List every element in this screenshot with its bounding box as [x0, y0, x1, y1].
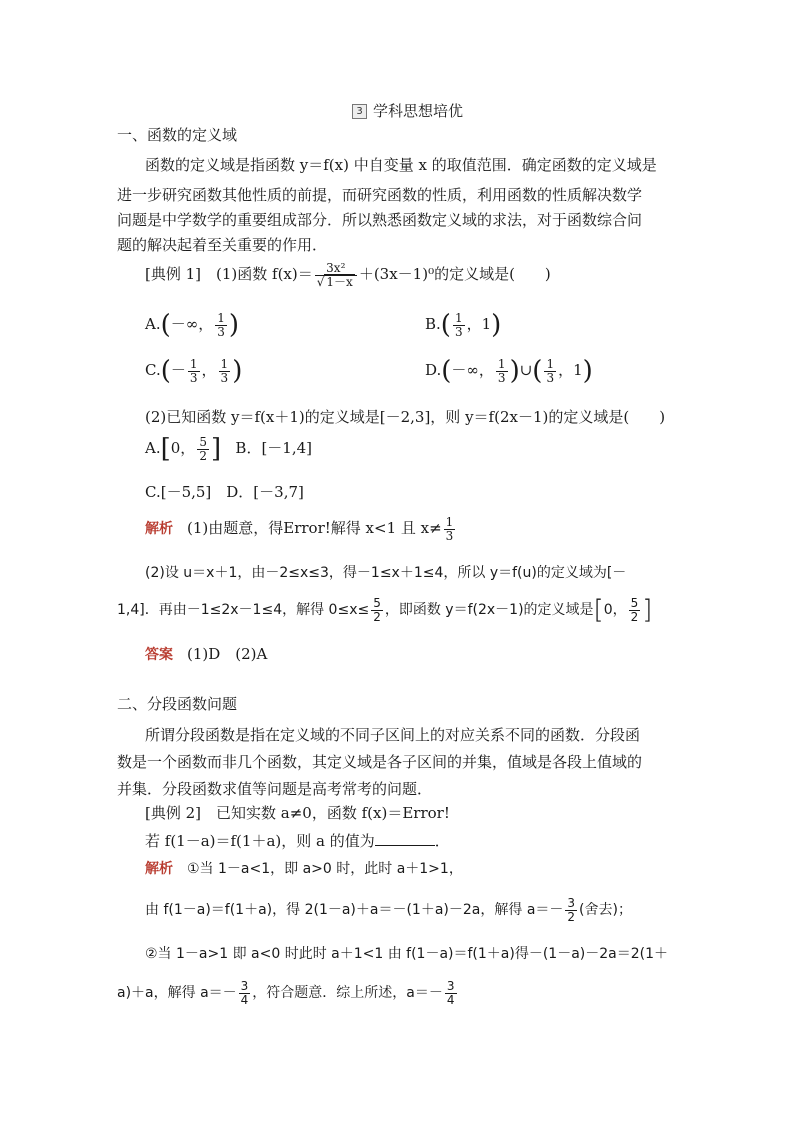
- paragraph-line: 函数的定义域是指函数 y＝f(x) 中自变量 x 的取值范围．确定函数的定义域是: [145, 156, 657, 174]
- answer-blank: [375, 833, 435, 846]
- section-title: [352, 100, 463, 121]
- solution-1: 解析 (1)由题意，得Error!解得 x<1 且 x≠ $\frac{1}{3}$: [145, 515, 454, 543]
- paragraph-line: 题的解决起着至关重要的作用．: [117, 236, 328, 254]
- option-d: D.(－∞， $\frac{1}{3}$ )∪( $\frac{1}{3}$ ，1): [425, 356, 593, 387]
- q2-option-cd: C.[－5,5] D．[－3,7]: [145, 483, 304, 501]
- paragraph-line: 所谓分段函数是指在定义域的不同子区间上的对应关系不同的函数．分段函: [145, 726, 641, 744]
- paragraph-line: 并集．分段函数求值等问题是高考常考的问题．: [117, 780, 433, 798]
- example-2: [典例 2] 已知实数 a≠0，函数 f(x)＝Error!: [145, 804, 450, 822]
- answer-1: 答案 (1)D (2)A: [145, 645, 268, 663]
- solution-2-4: a)＋a，解得 a＝－ $\frac{3}{4}$ ，符合题意．综上所述，a＝－ $\frac{3}{4}$: [117, 979, 455, 1007]
- paragraph-line: 进一步研究函数其他性质的前提，而研究函数的性质，利用函数的性质解决数学: [117, 186, 643, 204]
- section-number-icon: 3: [352, 104, 367, 119]
- option-b: B.( $\frac{1}{3}$ ，1): [425, 310, 502, 341]
- option-a: A.(－∞， $\frac{1}{3}$ ): [145, 310, 240, 341]
- solution-2-1: 解析 ①当 1－a<1，即 a>0 时，此时 a＋1>1，: [145, 861, 463, 877]
- example-1-question: [典例 1] (1)函数 f(x)＝ $\frac{\text{3x²}}{√ 1-x}$ ＋(3x－1)⁰的定义域是( ): [145, 261, 551, 289]
- heading-2: 二、分段函数问题: [117, 695, 238, 713]
- section-title-text: 学科思想培优: [373, 102, 464, 120]
- paragraph-line: 问题是中学数学的重要组成部分．所以熟悉函数定义域的求法，对于函数综合问: [117, 211, 643, 229]
- solution-label: 解析: [145, 521, 173, 538]
- solution-2-line2: 1,4]．再由－1≤2x－1≤4，解得 0≤x≤ $\frac{5}{2}$ ，即函数 y＝f(2x－1)的定义域是[0， $\frac{5}{2}$ ]: [117, 595, 653, 626]
- paragraph-line: 数是一个函数而非几个函数，其定义域是各子区间的并集，值域是各段上值域的: [117, 753, 643, 771]
- heading-1: 一、函数的定义域: [117, 126, 238, 144]
- solution-label: 解析: [145, 861, 173, 877]
- option-c: C.(－ $\frac{1}{3}$ ， $\frac{1}{3}$ ): [145, 356, 243, 387]
- q2-option-ab: A.[0， $\frac{5}{2}$ ] B．[－1,4]: [145, 434, 313, 465]
- example-2-question: 若 f(1－a)＝f(1＋a)，则 a 的值为 ．: [145, 832, 450, 850]
- solution-2-2: 由 f(1－a)＝f(1＋a)，得 2(1－a)＋a＝－(1＋a)－2a，解得 a＝－ $\frac{3}{2}$ (舍去)；: [145, 896, 632, 924]
- solution-2-line1: (2)设 u＝x＋1，由－2≤x≤3，得－1≤x＋1≤4，所以 y＝f(u)的定义域为[－: [145, 565, 627, 581]
- fraction: $\frac{\text{3x²}}{√ 1-x}$: [315, 262, 357, 288]
- answer-label: 答案: [145, 647, 173, 663]
- question-2: (2)已知函数 y＝f(x＋1)的定义域是[－2,3]，则 y＝f(2x－1)的定义域是( ): [145, 408, 666, 426]
- solution-2-3: ②当 1－a>1 即 a<0 时此时 a＋1<1 由 f(1－a)＝f(1＋a)得－(1－a)－2a＝2(1＋: [145, 946, 669, 962]
